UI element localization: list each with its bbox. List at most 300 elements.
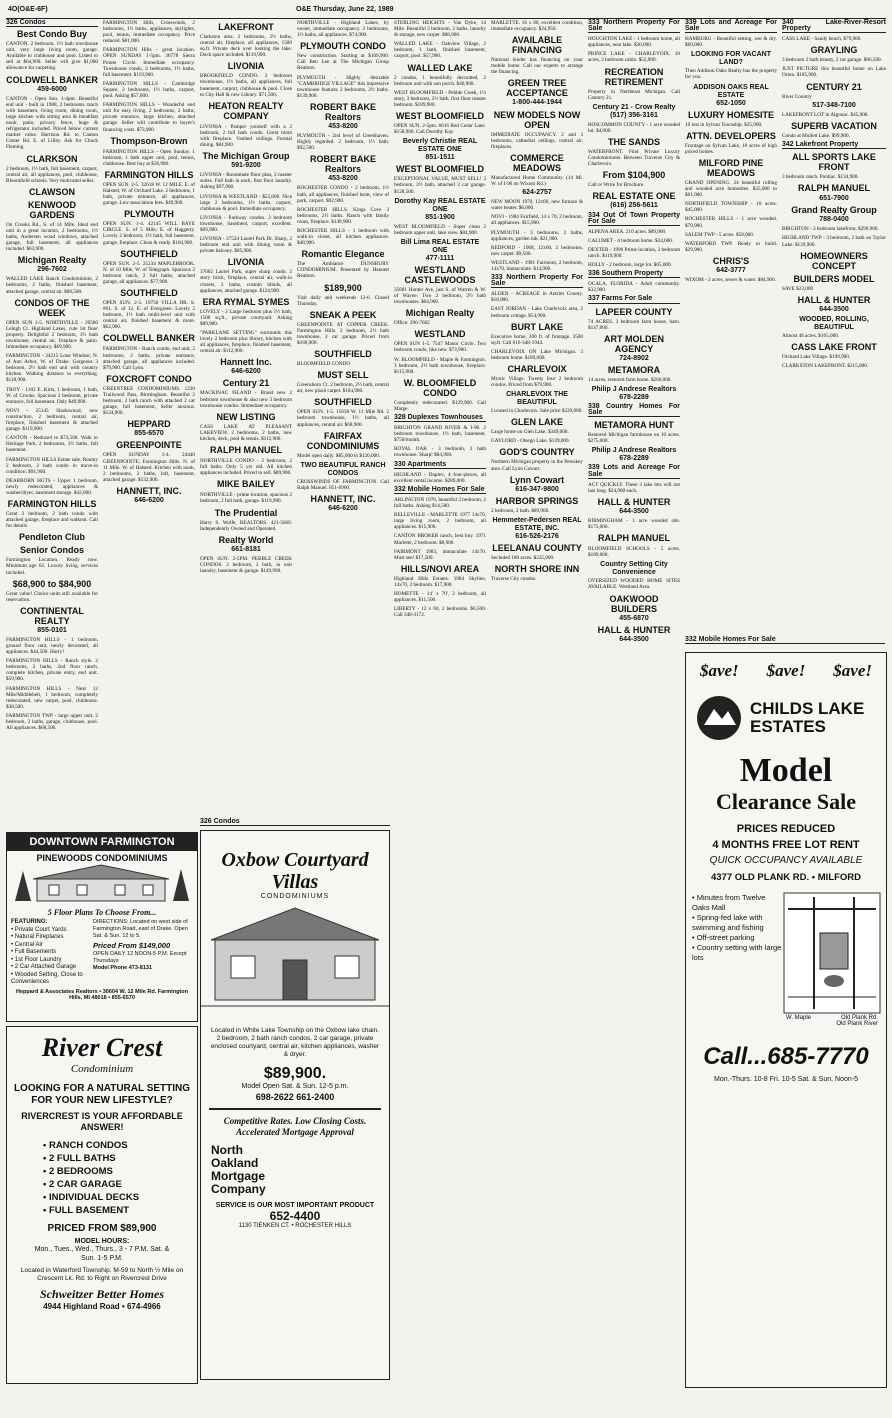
ad-phone: 678-2289 xyxy=(619,455,649,463)
classified-ad xyxy=(200,412,292,442)
classified-ad xyxy=(200,257,292,293)
classified-ad xyxy=(6,276,98,294)
pinewoods-tagline: 5 Floor Plans To Choose From... xyxy=(47,908,157,917)
classified-ad xyxy=(297,228,389,246)
prices-reduced: PRICES REDUCED xyxy=(736,823,836,835)
ad-body: ROCHESTER HILLS - 1 bedroom with walk-in closet, all kitchen appliances. $48,900. xyxy=(297,227,389,247)
classified-ad xyxy=(297,75,389,99)
ad-headline: CLAWSON xyxy=(29,186,75,197)
ad-phone: 644-3500 xyxy=(819,305,849,313)
ad-headline: CONTINENTAL REALTY xyxy=(20,605,84,626)
ad-headline: Michigan Realty xyxy=(405,308,475,319)
ad-body: BLOOMFIELD SCHOOLS - 5 acres. $189,000. xyxy=(588,546,680,559)
ad-body: WATERFORD TWP. Ready to build. $29,900. xyxy=(685,240,777,253)
ad-headline: HEPPARD xyxy=(127,419,171,430)
ad-body: 37662 Laurel Park, super sharp condo. 2 story brick, fireplace, central air, walk-in closets, 2 baths, custom blinds, all appliances, attached garage. $124,900. xyxy=(200,269,292,294)
classified-ad xyxy=(394,41,486,59)
classified-ad xyxy=(491,496,583,514)
classified-ad xyxy=(200,479,292,489)
ad-body: LIVONIA - Roommate floor plan, 2 master suites. Full bath in each, first floor laundry. Asking $97,900. xyxy=(200,172,292,191)
ad-headline: WEST BLOOMFIELD xyxy=(396,111,484,122)
classified-ad xyxy=(685,20,777,33)
ad-body: Clarkston area. 2 bedrooms, 2½ baths, central air, fireplace, all appliances, 1500 sq.ft. Private deck over looking the lake. Dock space included. $119,900. xyxy=(200,34,292,59)
classified-ad xyxy=(588,386,680,401)
classified-ad xyxy=(685,131,777,155)
classified-list xyxy=(782,20,886,369)
pinewoods-title: PINEWOODS CONDOMINIUMS xyxy=(36,853,168,863)
oxbow-ad xyxy=(200,818,390,1386)
ad-body: OPEN SUN 2-5. NORTHVILLE - 20560 Lehigh Ct. Highland Lakes, cute 1st floor property. Delightful 2 bedroom, 1½ bath townhouse, central air, fireplace & patio. Immediate occupancy. $69,900. xyxy=(6,319,98,350)
classified-ad xyxy=(6,298,98,350)
ad-body: FARMINGTON TWP - large upper unit, 2 bedroom, 2 baths, garage, clubhouse, pool. All appliances. $68,500. xyxy=(6,712,98,732)
section-header: 328 Duplexes Townhouses xyxy=(394,415,486,422)
ad-body: Executive home, 200 ft. of frontage. 3500 sq.ft. Call 616-348-1944. xyxy=(491,333,583,346)
ad-headline: Pendleton Club xyxy=(19,532,85,543)
ad-body: CASS LAKE AT PLEASANT LAKEVIEW. 2 bedrooms, 2 baths, new kitchen, deck, pool & tennis. $112,900. xyxy=(200,423,292,442)
classified-ad xyxy=(588,497,680,515)
classified-ad xyxy=(6,606,98,634)
ad-headline: SOUTHFIELD xyxy=(314,349,372,360)
ad-body: OPEN SUN. 2-5. 19750 VILLA DR. S. #61. S. of 12, E. of Evergreen. Lovely 2 bedroom, 1½ bath multi-level unit with central air, finished basement & more. $62,900. xyxy=(103,300,195,331)
save-row xyxy=(686,661,886,681)
map-road-label: Old Plank River xyxy=(836,1021,878,1027)
ad-body: LAKEFRONT LOT in Algonac. $45,900. xyxy=(782,111,869,118)
rivercrest-hours-title: MODEL HOURS: xyxy=(74,1238,130,1245)
classified-ad xyxy=(394,224,486,236)
classified-ad xyxy=(297,370,389,394)
feature-item: • Minutes from Twelve Oaks Mall xyxy=(692,893,766,912)
ad-headline: ALL SPORTS LAKE FRONT xyxy=(792,152,876,173)
classified-ad xyxy=(491,153,583,187)
classified-ad xyxy=(103,47,195,77)
pinewoods-illustration xyxy=(7,863,195,903)
ad-headline: WESTLAND CASTLEWOODS xyxy=(404,264,476,285)
classified-ad xyxy=(588,594,680,622)
classified-ad xyxy=(6,255,98,273)
ad-headline: METAMORA xyxy=(607,364,661,375)
classified-ad xyxy=(491,543,583,561)
ad-body: LIVONIA - Pamper yourself with a 2 bedroom, 2 full bath condo. Great room with fireplace. Vaulted ceilings. Formal dining. $84,900. xyxy=(200,123,292,149)
ad-body: ACT QUICKLY. These 3 lake lots will not last long. $24,900 each. xyxy=(588,481,680,494)
classified-ad xyxy=(685,84,777,107)
classified-ad xyxy=(297,41,389,71)
ad-phone: 788-0400 xyxy=(819,216,849,224)
classified-ad xyxy=(782,82,886,100)
ad-body: BRIGHTON GRAND RIVER & I-96. 2 bedroom townhouse, 1½ bath, basement. $750/month. xyxy=(394,425,486,444)
classified-ad xyxy=(103,149,195,167)
ad-headline: LIVONIA xyxy=(227,257,265,268)
clearance-sale: Clearance Sale xyxy=(716,789,856,814)
ad-body: ROSCOMMON COUNTY - 1 acre wooded lot. $4,900. xyxy=(588,121,680,134)
classified-ad xyxy=(782,363,886,369)
ad-headline: LAKEFRONT xyxy=(218,22,274,32)
ad-headline: SOUTHFIELD xyxy=(120,248,178,259)
classified-ad xyxy=(297,20,389,38)
ad-headline: W. BLOOMFIELD CONDO xyxy=(403,377,477,398)
ad-body: Mystic Village. Twenty four 2 bedroom condos. Priced from $79,900. xyxy=(491,376,583,389)
ad-body: ROCHESTER HILLS. Kings Cove 3 bedrooms, 2½ baths. Ranch with family room, fireplace. $149,900. xyxy=(297,206,389,225)
classified-ad xyxy=(6,187,98,197)
classified-ad xyxy=(685,216,777,228)
ad-headline: RALPH MANUEL xyxy=(798,183,870,194)
ad-headline: MILFORD PINE MEADOWS xyxy=(698,157,764,178)
ad-phone: 455-6870 xyxy=(619,614,649,622)
ad-body: BLOOMFIELD CONDO xyxy=(297,361,351,368)
feature-item: • Private Court Yards xyxy=(11,926,67,933)
classified-ad xyxy=(685,201,777,213)
ad-body: FARMINGTON HILLS - Open Sunday. 1 bedroom, 1 bath upper unit, pool, tennis, clubhouse. Best buy at $36,900. xyxy=(103,148,195,167)
ad-body: FARMINGTON - 24215 Lone Windsor, N. of Ann Arbor, W. of Drake. Gorgeous 3 bedroom, 2½ bath end unit with country kitchen. Walking distance to everything. $118,900. xyxy=(6,353,98,384)
classified-ad xyxy=(6,96,98,151)
save-label: $ave! xyxy=(766,661,806,680)
classified-ad xyxy=(297,283,389,307)
classified-ad xyxy=(588,170,680,188)
ad-headline: FOXCROFT CONDO xyxy=(106,373,192,384)
classified-ad xyxy=(588,191,680,209)
ad-phone: 616-526-2176 xyxy=(515,532,559,540)
ad-headline: Thompson-Brown xyxy=(110,135,188,146)
oxbow-bank-phone: 652-4400 xyxy=(269,1209,321,1223)
section-header: 326 Condos xyxy=(6,20,98,27)
rivercrest-address: 4944 Highland Road • 674-4966 xyxy=(43,1302,161,1311)
classified-ad xyxy=(394,239,486,262)
classified-ad xyxy=(6,686,98,710)
ad-headline: CHARLEVOIX THE BEAUTIFUL xyxy=(506,391,568,407)
classified-ad xyxy=(297,349,389,367)
classified-ad xyxy=(491,20,583,32)
ad-headline: MUST SELL xyxy=(317,370,369,381)
feature-item: • 2 BEDROOMS xyxy=(43,1166,113,1177)
feature-list xyxy=(11,927,93,987)
classified-ad xyxy=(782,235,886,247)
ad-headline: ART MOLDEN AGENCY xyxy=(604,333,664,354)
section-header: 339 Lots and Acreage For Sale xyxy=(685,19,777,33)
ad-body: The Ambiance DUNSBURY CONDOMINIUM. Presented by Hannett Realtors. xyxy=(297,261,389,280)
classified-ad xyxy=(491,349,583,361)
childs-call-phone: Call...685-7770 xyxy=(703,1043,869,1070)
location-map xyxy=(784,893,880,1013)
classified-ad xyxy=(685,110,777,128)
ad-headline: SNEAK A PEEK xyxy=(309,309,377,320)
ad-headline: LIVONIA xyxy=(227,61,265,72)
ad-headline: COLDWELL BANKER xyxy=(103,333,195,344)
ad-body: OPEN SUN. 1-5. 15638 W. 11 Mile Rd. 2 bedroom townhouse, 1½ baths, all appliances, central air. $68,900. xyxy=(297,409,389,428)
classified-ad xyxy=(588,247,680,259)
classified-ad xyxy=(491,214,583,226)
classified-ad xyxy=(491,564,583,582)
ad-body: Orchard Lake Village. $199,900. xyxy=(782,353,851,360)
ad-headline: FAIRFAX CONDOMINIUMS xyxy=(306,430,380,451)
ad-headline: THE SANDS xyxy=(607,137,660,148)
classified-ad xyxy=(200,172,292,190)
ad-body: DEXTER - 1996 Prime location, 3 bedroom ranch. $119,900. xyxy=(588,246,680,259)
ad-body: LOVELY - 2 Large bedroom plus 1½ bath, 1500 sq.ft., private courtyard. Asking $89,900. xyxy=(200,308,292,327)
ad-body: REDFORD - 1968, 12x60, 2 bedrooms, new carpet. $9,500. xyxy=(491,244,583,257)
ad-body: Located in Charlevoix. Sale price $229,000. xyxy=(491,408,583,415)
column-3 xyxy=(200,20,292,830)
ad-body: 74 ACRES. 3 bedroom farm house, barn. $147,000. xyxy=(588,318,680,331)
ad-body: HIGHLAND TWP - 3 bedroom, 2 bath on Taylor Lake. $139,900. xyxy=(782,235,886,248)
classified-ad xyxy=(588,137,680,167)
section-header: 342 Lakefront Property xyxy=(782,142,886,149)
column-9 xyxy=(782,20,886,640)
ad-body: EAST JORDAN - Lake Charlevoix area, 2 bedroom cottage. $54,900. xyxy=(491,306,583,319)
rivercrest-hours: Mon., Tues., Wed., Thurs., 3 - 7 P.M. Sat. & Sun. 1-5 P.M. xyxy=(34,1246,170,1262)
classified-ad xyxy=(782,196,886,202)
classified-ad xyxy=(685,51,777,80)
oxbow-subtitle: CONDOMINIUMS xyxy=(260,893,330,900)
ad-phone: 724-8902 xyxy=(619,354,649,362)
classified-ad xyxy=(200,101,292,121)
ad-body: OCALA, FLORIDA - Adult community. $32,900. xyxy=(588,281,680,294)
rivercrest-features xyxy=(7,1139,197,1217)
classified-list xyxy=(491,20,583,582)
classified-ad xyxy=(394,138,486,161)
ad-headline: MIKE BAILEY xyxy=(216,479,275,490)
ad-body: 2 condos, 1 beautifully decorated, 2 bedroom unit with sun porch. $46,900. xyxy=(394,74,486,87)
classified-ad xyxy=(200,124,292,148)
ad-headline: HARBOR SPRINGS xyxy=(495,495,579,506)
childs-lake-ad xyxy=(685,652,887,1388)
ad-body: BIRMINGHAM - 1 acre wooded site. $175,000. xyxy=(588,517,680,531)
ad-headline: NORTH SHORE INN xyxy=(494,564,580,575)
ad-body: TROY - 1182 E. Kirts, 1 bedroom, 1 bath, W. of Crooks. Spacious 2 bedroom, private entrance, full basement. Only $49,900. xyxy=(6,386,98,405)
classified-ad xyxy=(200,556,292,574)
pinewoods-price: Priced From $149,000 xyxy=(93,941,171,950)
ad-body: Restored Michigan farmhouse on 10 acres. $275,000. xyxy=(588,432,680,445)
ad-headline: RALPH MANUEL xyxy=(598,533,670,544)
classified-ad xyxy=(103,249,195,285)
page-masthead xyxy=(6,4,886,19)
ad-phone: (517) 356-3161 xyxy=(610,111,658,119)
childs-features xyxy=(692,893,784,1013)
childs-hours: Mon.-Thurs. 10-8 Fri. 10-5 Sat. & Sun. Noon-5 xyxy=(714,1076,858,1083)
classified-ad xyxy=(782,342,886,360)
ad-headline: Realty World xyxy=(218,534,274,545)
ad-body: Frontage on Sylvan Lake, 10 acres of high priced homes. xyxy=(685,142,777,155)
model-label: Model xyxy=(739,752,833,789)
classified-ad xyxy=(6,545,98,575)
ad-headline: Century 21 xyxy=(222,378,270,389)
ad-body: SALEM TWP - 5 acres. $58,000. xyxy=(685,231,755,238)
ad-body: IMMEDIATE OCCUPANCY. 2 and 3 bedrooms, cathedral ceilings, central air, fireplaces. xyxy=(491,131,583,150)
section-header: 333 Northern Property For Sale xyxy=(491,274,583,288)
oxbow-description: Located in White Lake Township on the Oxbow lake chain. 2 bedroom, 2 bath ranch condos, 2 car garage, private enclosed courtyard, central air, kitchen appliances, washer & dryer. xyxy=(210,1027,380,1058)
classified-ad xyxy=(394,425,486,443)
feature-item: • 2 CAR GARAGE xyxy=(43,1179,122,1190)
ad-body: WEST BLOOMFIELD - Super clean 2 bedroom upper unit, lake view. $84,900. xyxy=(394,223,486,236)
ad-body: Manufactured Home Community. (14 Mi. W. of I-96 on Wixom Rd.) xyxy=(491,174,583,187)
column-6 xyxy=(491,20,583,1410)
ad-headline: COLDWELL BANKER xyxy=(6,74,98,85)
feature-item: • Off-street parking xyxy=(692,933,755,942)
ad-phone: 644-3500 xyxy=(619,507,649,515)
classified-ad xyxy=(394,497,486,509)
ad-body: Harry S. Wolfe, REALTORS. 421-5660. Independently Owned and Operated. xyxy=(200,519,292,532)
classified-ad xyxy=(394,462,486,469)
ad-body: BELLEVILLE - MARLETTE 1977 14x70, large living room, 2 bedroom, all appliances. $15,900. xyxy=(394,512,486,531)
classified-ad xyxy=(200,297,292,327)
ad-phone: 453-8200 xyxy=(328,122,358,130)
ad-body: HOUGHTON LAKE - 1 bedroom home, all appliances, near lake. $30,000. xyxy=(588,36,680,49)
ad-body: HOLLY - 2 bedroom, large lot. $65,000. xyxy=(588,262,672,269)
ad-phone: 651-7900 xyxy=(819,195,849,203)
ad-body: Model open daily. $85,000 to $120,000. xyxy=(297,452,381,459)
ad-body: LIVONIA & WESTLAND - $55,000. Nice large 2 bedrooms, 1½ baths, carport, clubhouse & pool. Immediate occupancy. xyxy=(200,193,292,212)
ad-body: HIGHLAND - Duplex, 4 four-plexes, all excellent rental income. $289,000. xyxy=(394,471,486,484)
ad-headline: GREENPOINTE xyxy=(116,440,182,451)
classified-ad xyxy=(103,440,195,482)
ad-body: 14 acres, restored farm home. $260,000. xyxy=(588,376,672,383)
ad-headline: HOMEOWNERS CONCEPT xyxy=(800,250,868,271)
classified-ad xyxy=(6,75,98,93)
classified-ad xyxy=(685,256,777,274)
ad-headline: BUILDERS MODEL xyxy=(793,273,875,284)
classified-ad xyxy=(103,20,195,44)
classified-ad xyxy=(782,152,886,180)
ad-body: BROOKFIELD CONDO. 2 bedroom townhouse, 1½ baths, all appliances, full basement, carport, clubhouse & pool. Close to City Hall & new Library. $71,500. xyxy=(200,73,292,98)
ad-body: OPEN SUN. 2-5. 25234 MAPLEBROOK. N. of 10 Mile, W. of Telegraph. Spacious 2 bedroom ranch, 2 full baths, attached garage, all appliances. $77,900. xyxy=(103,260,195,285)
classified-ad xyxy=(394,164,486,194)
ad-body: NOVI - 25145 Shadowood, new construction, 2 bedroom, central air, fireplace, finished basement & attached garage. $119,900. xyxy=(6,407,98,433)
ad-headline: WALLED LAKE xyxy=(407,62,473,73)
ad-headline: Beverly Christie REAL ESTATE ONE xyxy=(402,138,478,154)
classified-ad xyxy=(588,546,680,558)
ad-body: GREENPOINTE AT COPPER CREEK. Farmington Hills. 2 bedroom, 2½ bath townhouse, 2 car garage. Priced from $169,900. xyxy=(297,321,389,346)
ad-body: 10 lots in Sylvan Township. $35,900. xyxy=(685,121,763,128)
ad-phone: 1-800-444-1944 xyxy=(512,99,562,107)
ad-body: GREENTREE CONDOMINIUMS. 1230 Trailwood Pass, Birmingham. Beautiful 2 bedroom, 2 bath ranch with attached 2 car garage, full basement, Seller anxious. $124,900. xyxy=(103,385,195,417)
classified-ad xyxy=(394,472,486,484)
ad-headline: Dorothy Kay REAL ESTATE ONE xyxy=(394,197,486,213)
classified-ad xyxy=(588,420,680,444)
ad-body: OPEN SUN. 2-5pm. 6616 Red Cedar Lane. $158,900. Call Dorothy Kay. xyxy=(394,123,486,136)
feature-item: • 2 Car Attached Garage xyxy=(11,964,77,970)
ad-headline: $68,900 to $84,900 xyxy=(12,578,92,589)
ad-body: 35601 Hunter Ave, just S. of Warren & W. of Wayne. Two 2 bedroom, 2½ bath townhouses. $64,900. xyxy=(394,286,486,306)
ad-body: SAVE $23,000 xyxy=(782,285,814,292)
ad-headline: Hemmeter-Pedersen REAL ESTATE, INC. xyxy=(492,516,582,532)
classified-ad xyxy=(297,185,389,203)
pinewoods-features-title: FEATURING: xyxy=(11,919,48,925)
childs-address: 4377 OLD PLANK RD. • MILFORD xyxy=(710,872,862,883)
ad-headline: CASS LAKE FRONT xyxy=(791,341,877,352)
classified-ad xyxy=(103,486,195,504)
ad-body: Large home on Glen Lake. $349,000. xyxy=(491,429,569,436)
classified-ad xyxy=(200,330,292,354)
ad-body: FARMINGTON HILLS Estate sale. Roomy 2 bedroom, 2 bath condo in move-in condition. $91,900. xyxy=(6,456,98,475)
ad-body: PLYMOUTH - Highly desirable "CAMBRIDGE VILLAGE" this impressive townhouse features 2 bedrooms, 2½ baths. $139,900. xyxy=(297,74,389,99)
ad-body: National lender has financing on your mobile home. Call our experts to arrange the financing. xyxy=(491,57,583,76)
classified-ad xyxy=(200,61,292,97)
childs-lake-logo xyxy=(694,693,744,743)
classified-list xyxy=(6,29,98,731)
ad-headline: METAMORA HUNT xyxy=(594,420,674,431)
classified-ad xyxy=(782,45,886,63)
section-header: 337 Farms For Sale xyxy=(588,296,680,303)
ad-headline: Century 21 - Crow Realty xyxy=(592,103,676,111)
ad-headline: Best Condo Buy xyxy=(16,29,87,40)
ad-phone: 678-2289 xyxy=(619,393,649,401)
classified-ad xyxy=(491,110,583,150)
ad-body: ROCHESTER CONDO - 2 bedroom, 1½ bath, all appliances, finished bsmt, view of park, carport. $92,900. xyxy=(297,185,389,204)
ad-headline: GRAYLING xyxy=(810,45,858,56)
classified-ad xyxy=(200,492,292,504)
ad-body: Great value! Choice units still available for reservation. xyxy=(6,590,98,603)
oxbow-phones: 698-2622 661-2400 xyxy=(255,1092,335,1102)
classified-ad xyxy=(394,533,486,545)
ad-body: Greensboro Ct. 2 bedroom, 2½ bath, central air, new plush carpet. $104,900. xyxy=(297,382,389,395)
ad-body: FARMINGTON HILLS - Ranch style. 2 bedrooms, 2 baths, 2nd floor ranch, complete kitchen, private entry, end unit. $59,900. xyxy=(6,658,98,683)
ad-headline: CONDOS OF THE WEEK xyxy=(14,297,90,318)
ad-body: FARMINGTON HILLS - Cambridge Square, 2 bedrooms, 1½ baths, carport, pool. Asking $57,000. xyxy=(103,80,195,100)
classified-list xyxy=(103,20,195,504)
classified-ad xyxy=(394,265,486,305)
classified-ad xyxy=(685,158,777,198)
classified-ad xyxy=(782,121,886,139)
classified-ad xyxy=(782,142,886,149)
classified-ad xyxy=(6,353,98,383)
classified-ad xyxy=(491,322,583,346)
classified-ad xyxy=(588,447,680,462)
feature-item: • INDIVIDUAL DECKS xyxy=(43,1192,140,1203)
ad-headline: WEST BLOOMFIELD xyxy=(396,164,484,175)
ad-body: LIBERTY - 12 x 60, 2 bedrooms. $6,500. Call 348-3172. xyxy=(394,606,486,619)
ad-headline: CHRIS'S xyxy=(712,255,750,266)
rivercrest-subtitle: Condominium xyxy=(70,1063,134,1075)
section-header: 326 Condos xyxy=(200,818,390,826)
classified-ad xyxy=(297,431,389,459)
classified-ad xyxy=(588,334,680,362)
section-header: 334 Out Of Town Property For Sale xyxy=(588,211,680,225)
ad-body: Completely redecorated. $129,900. Call Marge. xyxy=(394,399,486,412)
ad-headline: LEELANAU COUNTY xyxy=(492,542,582,553)
classified-ad xyxy=(491,35,583,75)
ad-body: WALLED LAKE - Oakview Village, 2 bedroom, 1 bath, finished basement, carport, pool. $57,900. xyxy=(394,41,486,60)
ad-headline: Grand Realty Group xyxy=(791,205,877,216)
ad-headline: SUPERB VACATION xyxy=(791,120,877,131)
ad-body: FARMINGTON - Ranch condo, end unit, 2 bedrooms, 2 baths, private entrance, attached garage, all appliances included. $79,900. Call Lynn. xyxy=(103,346,195,371)
classified-ad xyxy=(297,154,389,182)
rivercrest-agent: Schweitzer Better Homes xyxy=(40,1287,164,1301)
ad-headline: Philip J Andrese Realtors xyxy=(591,447,677,455)
map-road-label: Old Plank Rd. xyxy=(840,1015,878,1021)
ad-phone: 646-6200 xyxy=(328,504,358,512)
oxbow-bank-address: 1130 TIENKEN CT. • ROCHESTER HILLS xyxy=(238,1223,352,1229)
ad-body: NORTHVILLE CONDO - 2 bedroom, 2 full baths. Only 5 yrs old. All kitchen appliances included. Priced to sell. $89,900. xyxy=(200,458,292,477)
ad-headline: LAPEER COUNTY xyxy=(595,306,673,317)
classified-ad xyxy=(491,306,583,318)
ad-body: Office: 296-7602 xyxy=(394,320,430,327)
ad-headline: WESTLAND xyxy=(414,329,466,340)
classified-ad xyxy=(6,387,98,405)
ad-body: River Country xyxy=(782,93,812,100)
ad-phone: 855-6570 xyxy=(134,430,164,438)
ad-headline: SOUTHFIELD xyxy=(314,397,372,408)
classified-ad xyxy=(103,102,195,132)
classified-ad xyxy=(200,236,292,254)
ad-phone: 517-348-7100 xyxy=(812,101,856,109)
childs-lake-brand: CHILDS LAKE ESTATES xyxy=(750,699,865,736)
classified-ad xyxy=(394,357,486,375)
classified-ad xyxy=(491,230,583,242)
ad-headline: OAKWOOD BUILDERS xyxy=(609,593,659,614)
ad-body: 2 bedroom, 2 bath. $89,900. xyxy=(491,507,550,514)
classified-ad xyxy=(491,475,583,493)
ad-headline: SOUTHFIELD xyxy=(120,288,178,298)
classified-ad xyxy=(6,658,98,682)
classified-ad xyxy=(782,20,886,33)
